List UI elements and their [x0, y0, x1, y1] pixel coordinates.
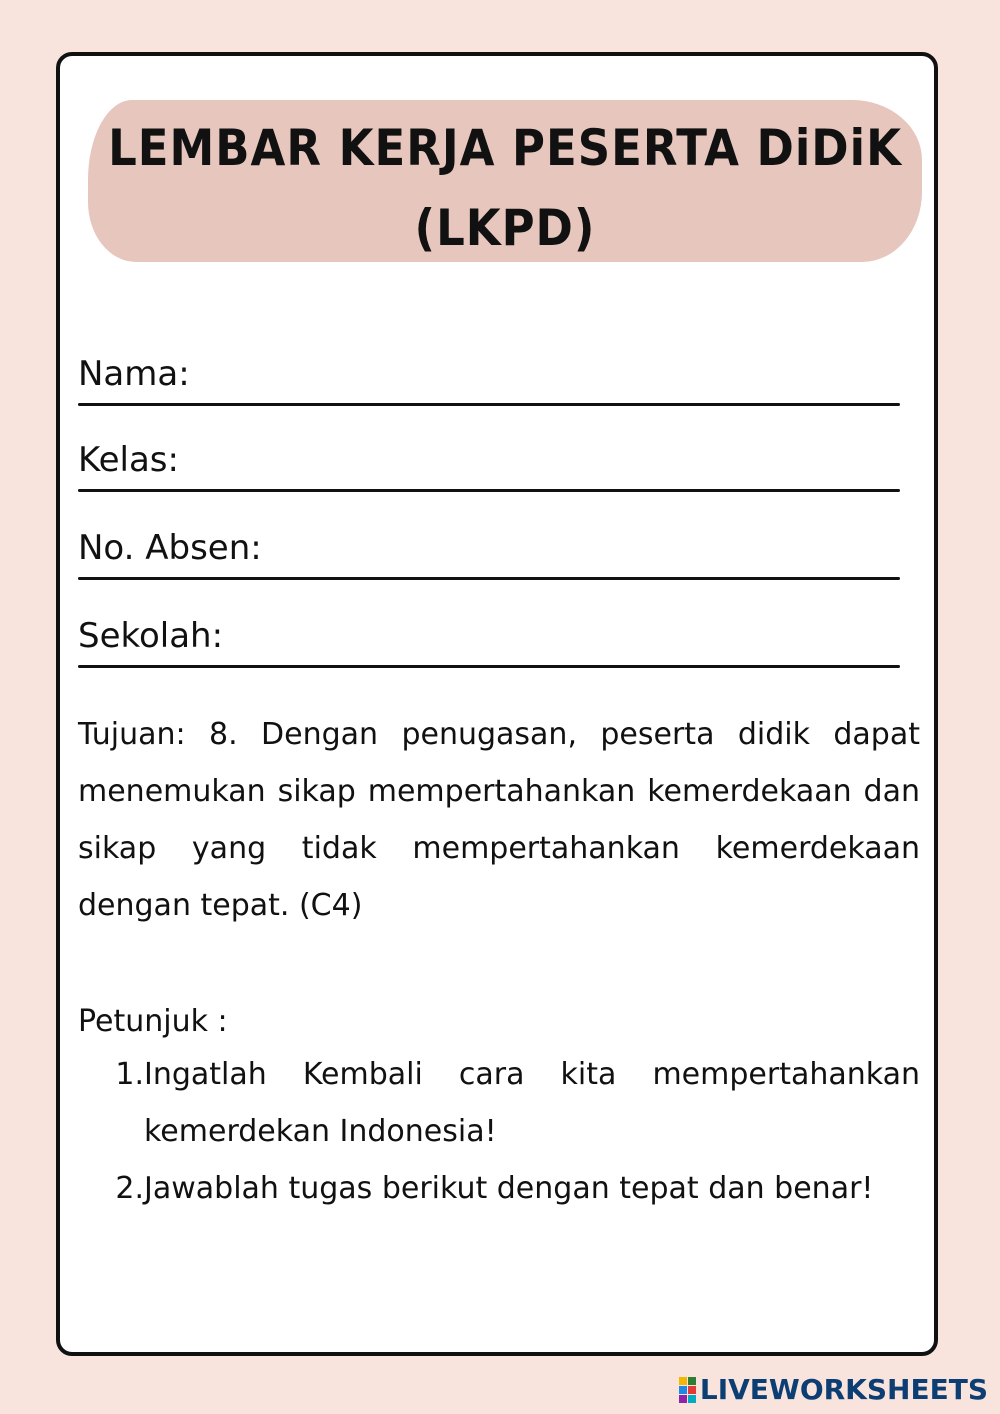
attendance-number-label: No. Absen: — [78, 528, 262, 568]
class-line — [78, 489, 900, 492]
class-label: Kelas: — [78, 440, 179, 480]
attendance-number-field[interactable] — [78, 520, 900, 580]
instructions-title: Petunjuk : — [78, 1004, 228, 1039]
attendance-number-line — [78, 577, 900, 580]
list-item — [78, 1046, 920, 1160]
name-field[interactable] — [78, 346, 900, 406]
title-line-1: LEMBAR KERJA PESERTA DiDiK — [108, 119, 902, 177]
school-field[interactable] — [78, 608, 900, 668]
step-text: Ingatlah Kembali cara kita mempertahankan kemerdekan Indonesia! — [144, 1057, 920, 1149]
watermark-text: LIVEWORKSHEETS — [699, 1373, 988, 1406]
step-number: 2. — [115, 1171, 144, 1206]
class-field[interactable] — [78, 432, 900, 492]
liveworksheets-watermark — [679, 1373, 988, 1406]
step-text: Jawablah tugas berikut dengan tepat dan benar! — [144, 1171, 874, 1206]
liveworksheets-logo-icon — [679, 1377, 696, 1403]
title-line-2: (LKPD) — [414, 199, 596, 257]
school-line — [78, 665, 900, 668]
school-label: Sekolah: — [78, 616, 224, 656]
page-title — [88, 108, 922, 268]
name-label: Nama: — [78, 354, 190, 394]
list-item — [78, 1160, 920, 1217]
name-line — [78, 403, 900, 406]
objective-text: Tujuan: 8. Dengan penugasan, peserta didik dapat menemukan sikap mempertahankan kemerdekaan dan sikap yang tidak mempertahankan kemerdekaan dengan tepat. (C4) — [78, 717, 920, 923]
step-number: 1. — [115, 1057, 144, 1092]
instructions-list — [78, 1046, 920, 1217]
